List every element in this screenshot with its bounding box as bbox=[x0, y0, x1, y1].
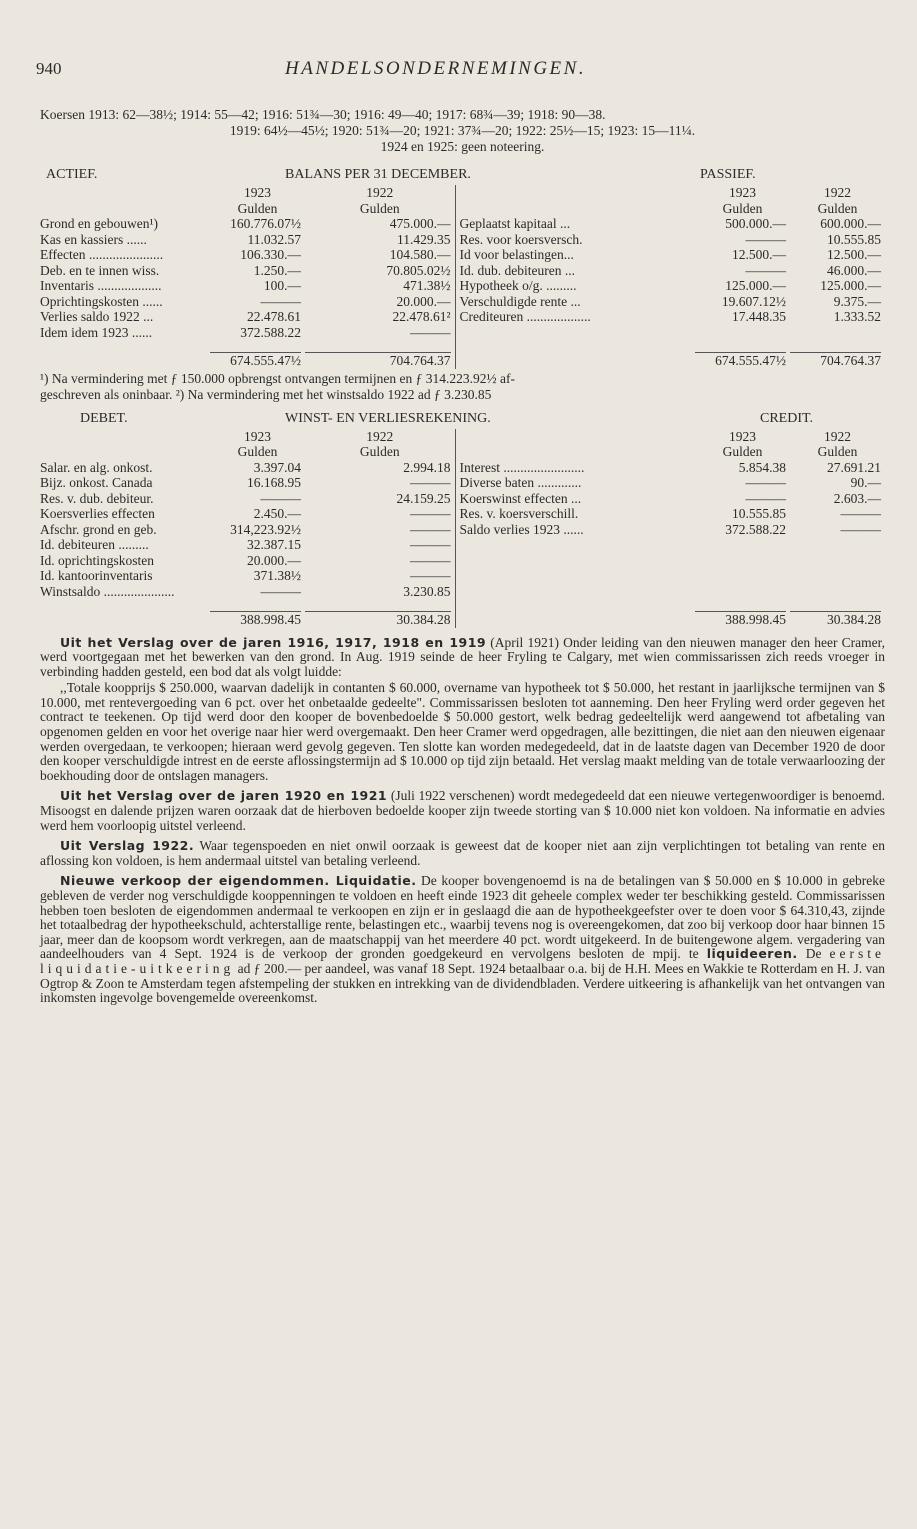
row-value: ——— bbox=[410, 537, 451, 552]
document-page bbox=[36, 55, 885, 1006]
row-value: 500.000.— bbox=[725, 216, 786, 231]
row-value bbox=[695, 553, 790, 569]
row-value: 471.38½ bbox=[403, 278, 451, 293]
row-value: 12.500.— bbox=[732, 247, 786, 262]
actief-title: ACTIEF. bbox=[46, 167, 98, 182]
paragraph-report-1916-1919: Uit het Verslag over de jaren 1916, 1917, 1918 en 1919 (April 1921) Onder leiding van den nieuwen manager den heer Cramer, werd voortgegaan met het bewerken van den grond. In Aug. 1919 seinde de heer Fryling te Calgary, met wien commissarissen zich reeds vroeger in verbinding hadden gesteld, een bod dat als volgt luidde: bbox=[40, 634, 885, 679]
row-value: 16.168.95 bbox=[247, 475, 301, 490]
row-label: Deb. en te innen wiss. bbox=[40, 262, 160, 278]
row-value: 10.555.85 bbox=[732, 506, 786, 521]
pl-row bbox=[40, 537, 885, 553]
row-value: ——— bbox=[410, 521, 451, 537]
balance-row bbox=[40, 309, 885, 325]
balance-table: 1923 1922 1923 1922 Gulden Gulden Gulden Gulden Grond en gebouwen¹) 160.776.07½ 475.000.— Geplaatst kapitaal ... 500.000.— 600.000.— Kas en kassiers ...... 11.032.57 11.429.35 Res. voor koersversch. ——— 10.555.85 Effecten ...................... 106.330.— 104.580.— Id voor belastingen... 12.500.— 12.500.— Deb. en te innen wiss. 1.250.— 70.805.02½ Id. dub. debiteuren ... ——— 46.000.— Inventaris ................... 100.— 471.38½ Hypotheek o/g. ......... 125.000.— 125.000.— Oprichtingskosten ...... ——— 20.000.— Verschuldigde rente ... 19.607.12½ 9.375.— Verlies saldo 1922 ... 22.478.61 22.478.61² Crediteuren ................... 17.448.35 1.333.52 Idem idem 1923 ...... 372.588.22 ——— 674.555.47½ 704.764.37 674.555.47½ 704.764.37 bbox=[40, 185, 885, 369]
row-value bbox=[695, 568, 790, 584]
pl-row bbox=[40, 522, 885, 538]
row-label: Id. oprichtingskosten bbox=[40, 552, 154, 568]
row-value: ——— bbox=[745, 262, 786, 278]
row-label: Verschuldigde rente ... bbox=[455, 294, 695, 310]
pl-title: WINST- EN VERLIESREKENING. bbox=[285, 410, 491, 426]
row-value: ——— bbox=[260, 583, 301, 599]
row-label: Saldo verlies 1923 ...... bbox=[455, 522, 695, 538]
row-value: 32.387.15 bbox=[247, 537, 301, 552]
price-quotes bbox=[40, 107, 885, 155]
balance-heading bbox=[40, 167, 885, 185]
row-value: 11.429.35 bbox=[397, 231, 451, 247]
row-value: 1.250.— bbox=[253, 262, 301, 278]
row-value: 600.000.— bbox=[820, 216, 881, 231]
row-label: Kas en kassiers ...... bbox=[40, 231, 147, 247]
pl-table: 1923 1922 1923 1922 Gulden Gulden Gulden Gulden Salar. en alg. onkost. 3.397.04 2.994.18 Interest ........................ 5.854.38 27.691.21 Bijz. onkost. Canada 16.168.95 ——— Diverse baten ............. ——— 90.— Res. v. dub. debiteur. ——— 24.159.25 Koerswinst effecten ... ——— 2.603.— Koersverlies effecten 2.450.— ——— Res. v. koersverschill. 10.555.85 ——— Afschr. grond en geb. 314,223.92½ ——— Saldo verlies 1923 ...... 372.588.22 ——— Id. debiteuren ......... 32.387.15 ——— Id. oprichtingskosten 20.000.— ——— Id. kantoorinventaris 371.38½ ——— Winstsaldo ..................... ——— 3.230.85 388.998.45 30.384.28 388.998.45 30.384.28 bbox=[40, 429, 885, 628]
row-value: 20.000.— bbox=[396, 293, 451, 309]
footnote: geschreven als oninbaar. ²) Na vermindering met het winstsaldo 1922 ad ƒ 3.230.85 bbox=[40, 386, 492, 402]
row-value: 5.854.38 bbox=[738, 459, 786, 475]
row-value: ——— bbox=[410, 324, 451, 340]
row-value: 160.776.07½ bbox=[230, 216, 301, 231]
row-label: Idem idem 1923 ...... bbox=[40, 324, 153, 340]
row-label: Hypotheek o/g. ......... bbox=[455, 278, 695, 294]
row-value: 46.000.— bbox=[827, 262, 881, 278]
row-value: 3.397.04 bbox=[253, 459, 301, 475]
row-value bbox=[790, 568, 885, 584]
row-label: Crediteuren ................... bbox=[455, 309, 695, 325]
row-value: ——— bbox=[840, 521, 881, 537]
row-value: 90.— bbox=[850, 475, 881, 490]
row-label: Id. debiteuren ......... bbox=[40, 537, 149, 552]
row-value: 27.691.21 bbox=[827, 459, 881, 475]
balance-row bbox=[40, 216, 885, 232]
row-label: Interest ........................ bbox=[455, 460, 695, 476]
row-value: 314,223.92½ bbox=[230, 521, 301, 537]
row-label bbox=[455, 553, 695, 569]
row-label: Res. v. koersverschill. bbox=[455, 506, 695, 522]
row-label: Oprichtingskosten ...... bbox=[40, 293, 163, 309]
row-label: Id. dub. debiteuren ... bbox=[455, 263, 695, 279]
pl-row bbox=[40, 584, 885, 600]
row-label bbox=[455, 537, 695, 553]
balance-title: BALANS PER 31 DECEMBER. bbox=[285, 167, 471, 182]
row-label: Id voor belastingen... bbox=[455, 247, 695, 263]
row-label: Bijz. onkost. Canada bbox=[40, 475, 153, 490]
page-header bbox=[36, 55, 885, 85]
row-label: Res. v. dub. debiteur. bbox=[40, 490, 154, 506]
row-value: 24.159.25 bbox=[396, 490, 451, 506]
row-value: 70.805.02½ bbox=[386, 262, 451, 278]
row-label: Geplaatst kapitaal ... bbox=[455, 216, 695, 232]
row-label bbox=[455, 584, 695, 600]
row-value: ——— bbox=[260, 490, 301, 506]
row-value: 372.588.22 bbox=[725, 521, 786, 537]
row-value: 2.994.18 bbox=[403, 459, 451, 475]
row-label: Koerswinst effecten ... bbox=[455, 491, 695, 507]
row-value bbox=[695, 325, 790, 341]
row-value: 475.000.— bbox=[389, 216, 451, 231]
row-value: ——— bbox=[840, 506, 881, 521]
row-value: 106.330.— bbox=[240, 247, 301, 262]
row-label bbox=[455, 568, 695, 584]
row-value: 12.500.— bbox=[827, 247, 881, 262]
row-value bbox=[790, 325, 885, 341]
pl-row bbox=[40, 506, 885, 522]
row-value: 22.478.61² bbox=[392, 309, 451, 324]
pl-totals-row: 388.998.45 30.384.28 388.998.45 30.384.28 bbox=[40, 611, 885, 628]
page-number: 940 bbox=[36, 59, 62, 78]
row-value: 372.588.22 bbox=[240, 324, 301, 340]
row-label: Inventaris ................... bbox=[40, 278, 162, 293]
row-value: 3.230.85 bbox=[403, 583, 451, 599]
row-value bbox=[695, 537, 790, 553]
balance-row bbox=[40, 247, 885, 263]
row-value: ——— bbox=[745, 231, 786, 247]
row-value: 125.000.— bbox=[725, 278, 786, 293]
quotes-line: Koersen 1913: 62—38½; 1914: 55—42; 1916: 51¾—30; 1916: 49—40; 1917: 68¾—39; 1918: 90—38. bbox=[40, 107, 606, 122]
pl-row bbox=[40, 475, 885, 491]
row-value: ——— bbox=[745, 490, 786, 506]
row-value: 1.333.52 bbox=[833, 309, 881, 324]
row-value bbox=[790, 553, 885, 569]
row-label bbox=[455, 325, 695, 341]
passief-title: PASSIEF. bbox=[700, 167, 756, 182]
row-value: 104.580.— bbox=[389, 247, 451, 262]
running-title: HANDELSONDERNEMINGEN. bbox=[285, 58, 587, 79]
row-value: 2.603.— bbox=[833, 490, 881, 506]
paragraph-offer-quote: ,,Totale koopprijs $ 250.000, waarvan dadelijk in contanten $ 60.000, overname van hypotheek tot $ 50.000, het restant in jaarlijksche termijnen van $ 10.000, met rentevergoeding van 6 pct. over het onbetaalde gedeelte". Commissarissen besloten tot aanneming. Den heer Fryling werd order gegeven het contract te teekenen. Op tijd werd door den kooper de bovenbedoelde $ 50.000 gestort, welk bedrag gedeeltelijk werd aangewend tot afbetaling van opgenomen gelden en voor het overige naar hier werd overgemaakt. Den heer Cramer werd opgedragen, alle bezittingen, die niet aan den nieuwen eigenaar werden overgedaan, te verkoopen; hieraan werd gevolg gegeven. Ten slotte kan worden medegedeeld, dat in de laatste dagen van December 1920 de door den kooper verschuldigde intrest en de eerste aflossingstermijn ad $ 10.000 op tijd zijn betaald. Het verslag maakt melding van de totale verwaarloozing der boekhouding door de ontslagen managers. bbox=[40, 680, 885, 783]
row-value: 9.375.— bbox=[833, 293, 881, 309]
balance-row bbox=[40, 232, 885, 248]
quotes-line: 1924 en 1925: geen noteering. bbox=[380, 139, 545, 154]
row-value: 125.000.— bbox=[820, 278, 881, 293]
paragraph-report-1922: Uit Verslag 1922. Waar tegenspoeden en niet onwil oorzaak is geweest dat de kooper niet aan zijn verplichtingen tot betaling van rente en aflossing kon voldoen, is hem andermaal uitstel van betaling verleend. bbox=[40, 838, 885, 868]
row-value: 11.032.57 bbox=[247, 231, 301, 247]
row-label: Salar. en alg. onkost. bbox=[40, 459, 153, 475]
row-value: ——— bbox=[410, 506, 451, 521]
row-value: 20.000.— bbox=[247, 552, 301, 568]
row-label: Afschr. grond en geb. bbox=[40, 521, 157, 537]
debet-title: DEBET. bbox=[80, 410, 128, 426]
row-value: 17.448.35 bbox=[732, 309, 786, 324]
row-value: 10.555.85 bbox=[827, 231, 881, 247]
pl-row bbox=[40, 553, 885, 569]
balance-row bbox=[40, 294, 885, 310]
row-label: Koersverlies effecten bbox=[40, 506, 155, 521]
row-value: 371.38½ bbox=[253, 568, 301, 583]
pl-row bbox=[40, 491, 885, 507]
balance-row bbox=[40, 263, 885, 279]
footnotes bbox=[40, 371, 885, 403]
row-label: Effecten ...................... bbox=[40, 247, 164, 262]
quotes-line: 1919: 64½—45½; 1920: 51¾—20; 1921: 37¾—20; 1922: 25½—15; 1923: 15—11¼. bbox=[229, 123, 696, 138]
pl-heading bbox=[40, 411, 885, 429]
pl-row bbox=[40, 568, 885, 584]
row-value: ——— bbox=[260, 293, 301, 309]
row-value bbox=[790, 584, 885, 600]
row-value: 22.478.61 bbox=[247, 309, 301, 324]
row-value: 19.607.12½ bbox=[721, 293, 786, 309]
row-label: Verlies saldo 1922 ... bbox=[40, 309, 154, 324]
row-value bbox=[695, 584, 790, 600]
row-value: ——— bbox=[410, 475, 451, 490]
row-value: ——— bbox=[745, 475, 786, 490]
balance-row bbox=[40, 278, 885, 294]
row-label: Diverse baten ............. bbox=[455, 475, 695, 491]
row-label: Grond en gebouwen¹) bbox=[40, 216, 159, 231]
row-label: Id. kantoorinventaris bbox=[40, 568, 153, 583]
row-value: ——— bbox=[410, 568, 451, 583]
footnote: ¹) Na vermindering met ƒ 150.000 opbrengst ontvangen termijnen en ƒ 314.223.92½ af- bbox=[40, 370, 515, 386]
row-value: ——— bbox=[410, 552, 451, 568]
balance-row bbox=[40, 325, 885, 341]
pl-row bbox=[40, 460, 885, 476]
row-value: 2.450.— bbox=[253, 506, 301, 521]
row-value bbox=[790, 537, 885, 553]
row-label: Res. voor koersversch. bbox=[455, 232, 695, 248]
paragraph-report-1920-1921: Uit het Verslag over de jaren 1920 en 1921 (Juli 1922 verschenen) wordt medegedeeld dat een nieuwe vertegenwoordiger is benoemd. Misoogst en dalende prijzen waren oorzaak dat de hierboven bedoelde kooper zijn tweede storting van $ 10.000 niet kon voldoen. Na informatie en advies werd hem voorloopig uitstel verleend. bbox=[40, 788, 885, 833]
paragraph-liquidation: Nieuwe verkoop der eigendommen. Liquidatie. De kooper bovengenoemd is na de betalingen van $ 50.000 en $ 10.000 in gebreke gebleven de verder nog verschuldigde kooppenningen te voldoen en heeft einde 1923 dit geheele complex weder ter beschikking gesteld. Commissarissen hebben toen besloten de eigendommen andermaal te verkoopen en zijn er in geslaagd die aan de hypotheekgeefster over te doen voor $ 64.310,43, zijnde het totaalbedrag der hypotheekschuld, achterstallige rente, belastingen etc., waarbij tevens nog is overeengekomen, dat zoo bij verkoop door haar binnen 15 jaar, meer dan de koopsom wordt verkregen, aan de maatschappij van het meerdere 40 pct. wordt uitgekeerd. In de buitengewone algem. vergadering van aandeelhouders van 4 Sept. 1924 is de verkoop der gronden goedgekeurd en vervolgens besloten de mpij. te liquideeren. De eerste liquidatie-uitkeering ad ƒ 200.— per aandeel, was vanaf 18 Sept. 1924 betaalbaar o.a. bij de H.H. Mees en Wakkie te Rotterdam en H. J. van Ogtrop & Zoon te Amsterdam tegen afstempeling der stukken en intrekking van de dividendbladen. Verdere uitkeering is afhankelijk van het ontvangen van inkomsten ingevolge bovengemelde overeenkomst. bbox=[40, 873, 885, 1006]
credit-title: CREDIT. bbox=[760, 410, 814, 426]
row-label: Winstsaldo ..................... bbox=[40, 583, 175, 599]
balance-totals-row: 674.555.47½ 704.764.37 674.555.47½ 704.764.37 bbox=[40, 352, 885, 369]
row-value: 100.— bbox=[263, 278, 301, 293]
